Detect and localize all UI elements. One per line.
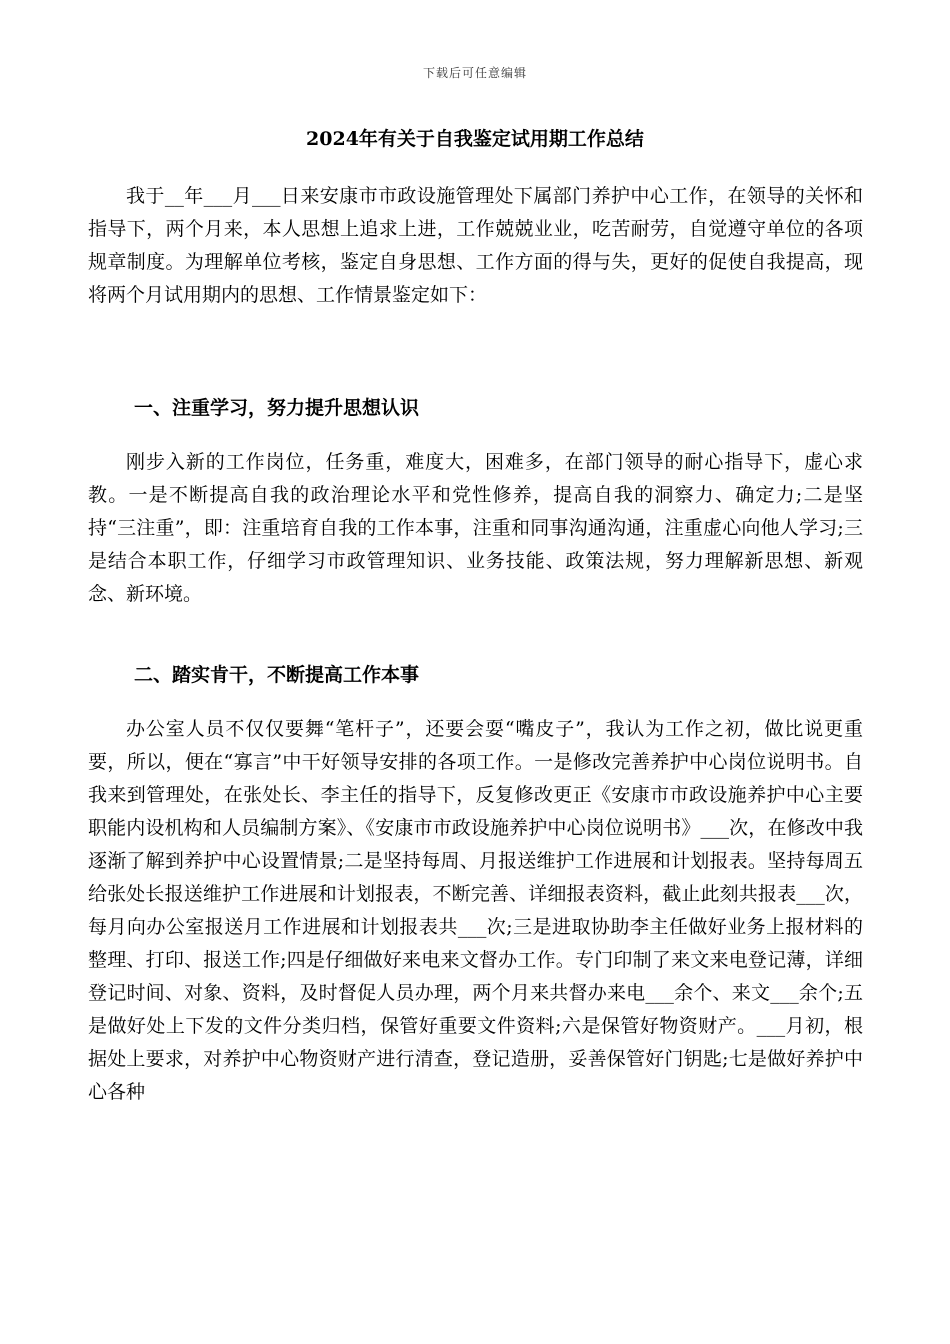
intro-paragraph: 我于__年___月___日来安康市市政设施管理处下属部门养护中心工作，在领导的关怀和指导下，两个月来，本人思想上追求上进，工作兢兢业业，吃苦耐劳，自觉遵守单位的各项规章制度。为理解单位考核，鉴定自身思想、工作方面的得与失，更好的促使自我提高，现将两个月试用期内的思想、工作情景鉴定如下： <box>88 185 863 306</box>
section1-paragraph: 刚步入新的工作岗位，任务重，难度大，困难多，在部门领导的耐心指导下，虚心求教。一是不断提高自我的政治理论水平和党性修养，提高自我的洞察力、确定力;二是坚持“三注重”，即：注重培育自我的工作本事，注重和同事沟通沟通，注重虚心向他人学习;三是结合本职工作，仔细学习市政管理知识、业务技能、政策法规，努力理解新思想、新观念、新环境。 <box>88 451 863 605</box>
header-note: 下载后可任意编辑 <box>422 66 527 80</box>
section2-paragraph: 办公室人员不仅仅要舞“笔杆子”，还要会耍“嘴皮子”，我认为工作之初，做比说更重要，所以，便在“寡言”中干好领导安排的各项工作。一是修改完善养护中心岗位说明书。自我来到管理处，在张处长、李主任的指导下，反复修改更正《安康市市政设施养护中心主要职能内设机构和人员编制方案》、《安康市市政设施养护中心岗位说明书》___次，在修改中我逐渐了解到养护中心设置情景;二是坚持每周、月报送维护工作进展和计划报表。坚持每周五给张处长报送维护工作进展和计划报表，不断完善、详细报表资料，截止此刻共报表___次，每月向办公室报送月工作进展和计划报表共___次;三是进取协助李主任做好业务上报材料的整理、打印、报送工作;四是仔细做好来电来文督办工作。专门印制了来文来电登记薄，详细登记时间、对象、资料，及时督促人员办理，两个月来共督办来电___余个、来文___余个;五是做好处上下发的文件分类归档，保管好重要文件资料;六是保管好物资财产。___月初，根据处上要求，对养护中心物资财产进行清查，登记造册，妥善保管好门钥匙;七是做好养护中心各种 <box>88 718 863 1103</box>
section2-block <box>88 713 863 1109</box>
intro-block <box>88 180 863 312</box>
section2-heading: 二、踏实肯干，不断提高工作本事 <box>134 664 420 686</box>
document-title: 2024年有关于自我鉴定试用期工作总结 <box>306 128 644 150</box>
section1-block <box>88 446 863 611</box>
section1-heading: 一、注重学习，努力提升思想认识 <box>134 397 420 419</box>
